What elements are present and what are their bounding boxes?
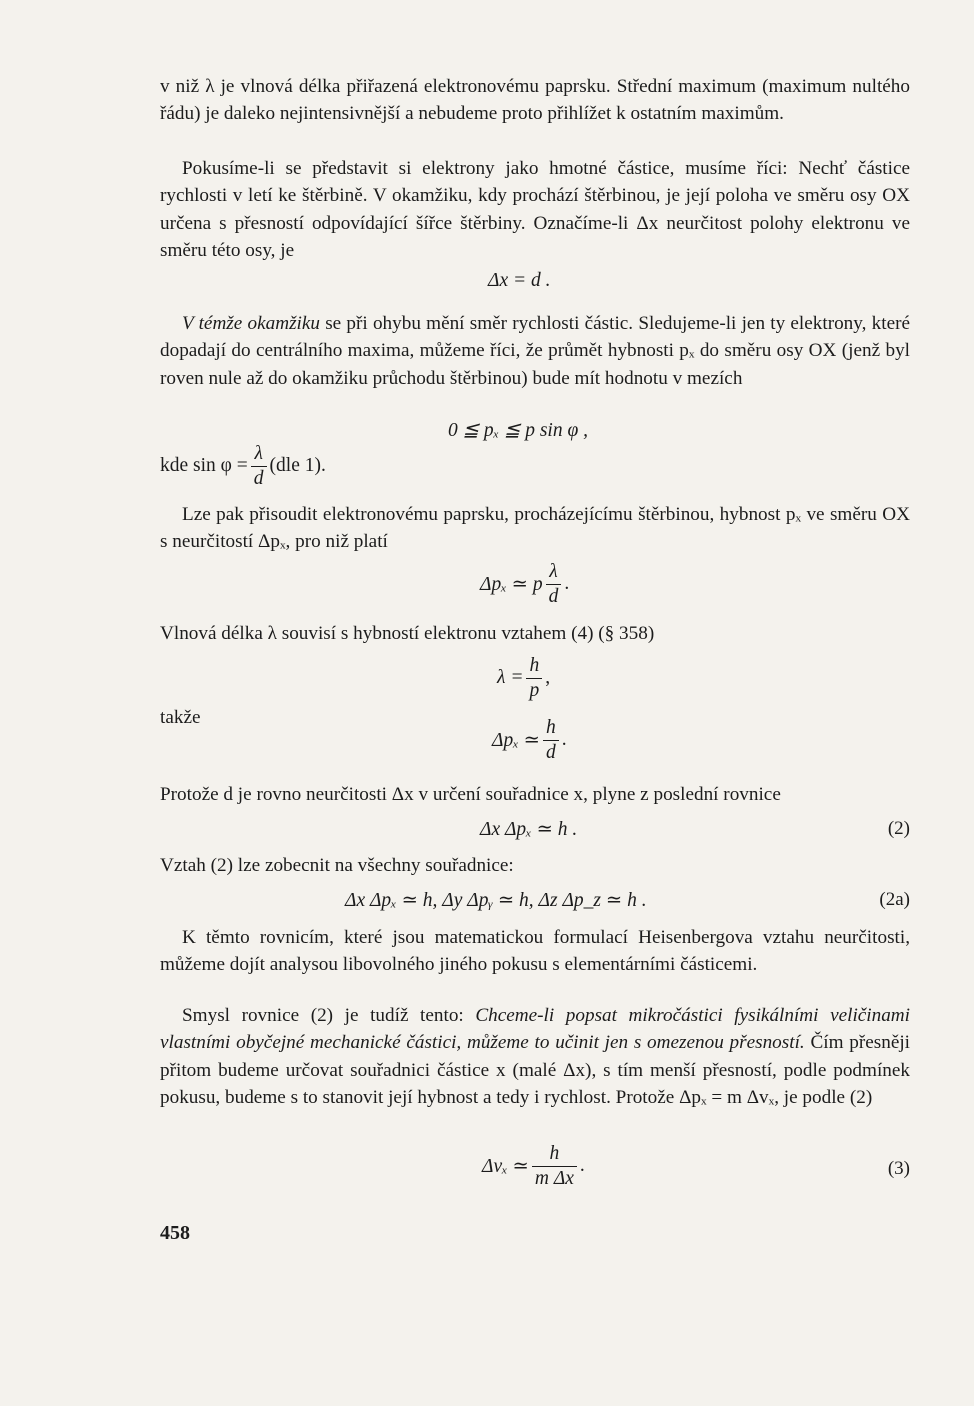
equation-3: Δvₓ ≃ $\frac{h}{\text{m Δx}}$ . [482, 1143, 585, 1189]
paragraph-1: v niž λ je vlnová délka přiřazená elektronovému paprsku. Střední maximum (maximum nultého řádu) je daleko nejintensivnější a nebudeme proto přihlížet k ostatním maximům. [160, 76, 910, 125]
equation-lambda-h-p: λ = $\frac{h}{p}$ , [497, 655, 551, 701]
page-number: 458 [160, 1222, 190, 1244]
equation-2: Δx Δpₓ ≃ h . [480, 819, 578, 840]
equation-number-2a: (2a) [879, 889, 910, 910]
paragraph-4: Lze pak přisoudit elektronovému paprsku, procházejícímu štěrbinou, hybnost pₓ ve směru OX s neurčitostí Δpₓ, pro niž platí [160, 504, 910, 553]
paragraph-3: V témže okamžiku se při ohybu mění směr rychlosti částic. Sledujeme-li jen ty elektrony, které dopadají do centrálního maxima, můžeme říci, že průmět hybnosti pₓ do směru osy OX (jenž byl roven nule až do okamžiku průchodu štěrbinou) bude mít hodnotu v mezích [160, 313, 910, 389]
paragraph-5: Vlnová délka λ souvisí s hybností elektronu vztahem (4) (§ 358) [160, 623, 655, 644]
equation-2a: Δx Δpₓ ≃ h, Δy Δpᵧ ≃ h, Δz Δp_z ≃ h . [345, 890, 647, 911]
takze-line: takže [160, 707, 201, 728]
paragraph-2: Pokusíme-li se představit si elektrony jako hmotné částice, musíme říci: Nechť částice rychlosti v letí ke štěrbině. V okamžiku, kdy prochází štěrbinou, je její poloha ve směru osy OX určena s přesností odpovídající šířce štěrbiny. Označíme-li Δx neurčitost polohy elektronu ve směru této osy, je [160, 158, 910, 261]
equation-px-range: 0 ≦ pₓ ≦ p sin φ , [448, 420, 589, 441]
paragraph-8: K těmto rovnicím, které jsou matematickou formulací Heisenbergova vztahu neurčitosti, můžeme dojít analysou libovolného jiného pokusu s elementárními částicemi. [160, 927, 910, 976]
equation-dpx-p-lambda-d: Δpₓ ≃ p $\frac{\lambda}{d}$ . [480, 561, 570, 607]
paragraph-9: Smysl rovnice (2) je tudíž tento: Chceme-li popsat mikročástici fysikálními veličinami vlastními obyčejné mechanické částici, můžeme to učinit jen s omezenou přesností. Čím přesněji přitom budeme určovat souřadnici částice x (malé Δx), s tím menší přesností, podle podmínek pokusu, budeme s to stanovit její hybnost a tedy i rychlost. Protože Δpₓ = m Δvₓ, je podle (2) [160, 1005, 910, 1108]
kde-line: kde sin φ = $\frac{\lambda}{d}$ (dle 1). [160, 443, 326, 489]
equation-dx-d: Δx = d . [488, 270, 551, 291]
fraction-lambda-d: $\frac{\lambda}{d}$ [251, 444, 267, 488]
paragraph-7: Vztah (2) lze zobecnit na všechny souřadnice: [160, 855, 514, 876]
equation-dpx-h-d: Δpₓ ≃ $\frac{h}{d}$ . [492, 717, 567, 763]
equation-number-2: (2) [887, 818, 910, 839]
paragraph-6: Protože d je rovno neurčitosti Δx v určení souřadnice x, plyne z poslední rovnice [160, 784, 781, 805]
equation-number-3: (3) [887, 1158, 910, 1179]
